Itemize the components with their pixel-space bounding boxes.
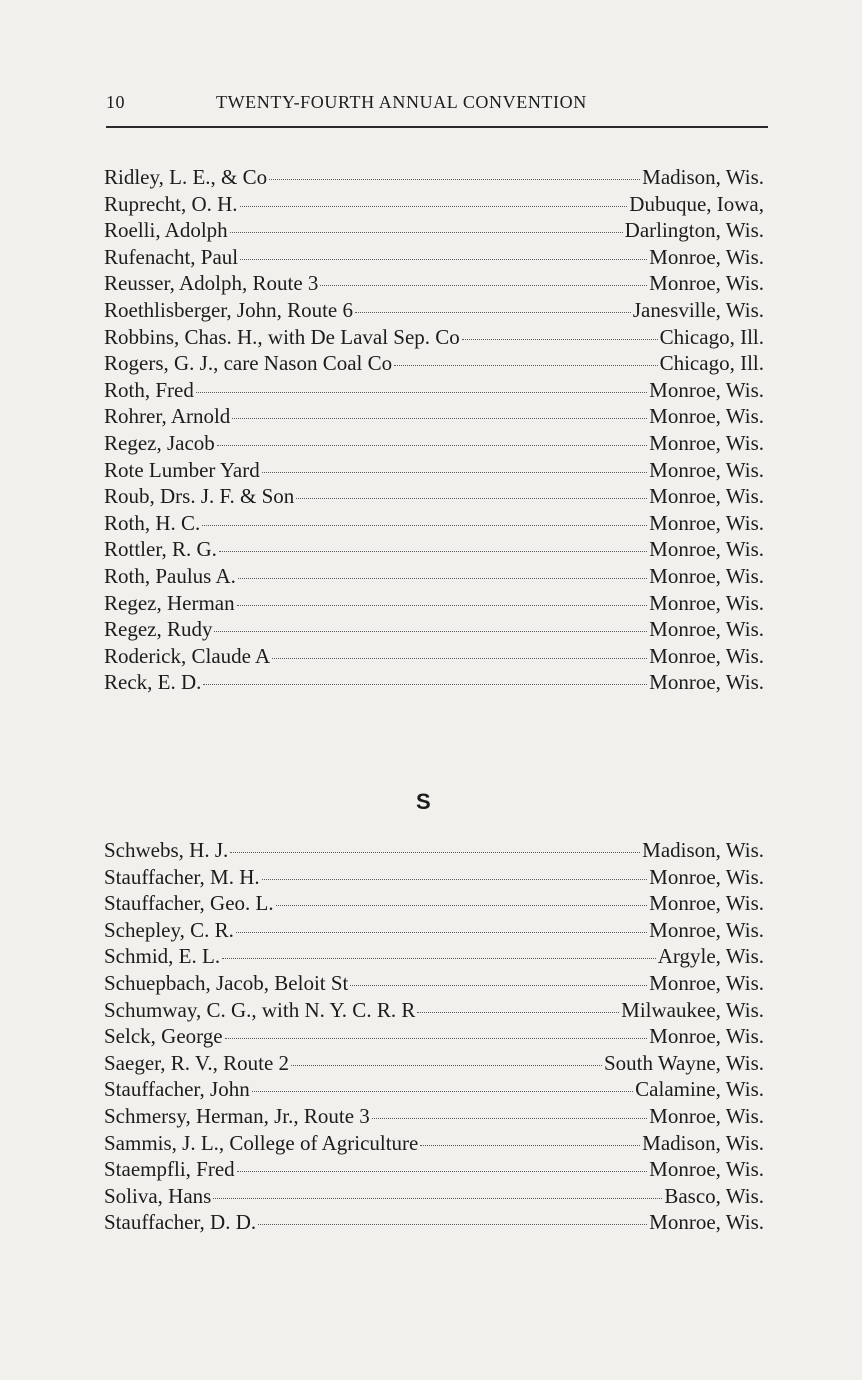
dot-leader [394,364,657,366]
member-name: Rote Lumber Yard [104,457,260,482]
dot-leader [417,1011,619,1013]
member-location: Monroe, Wis. [649,864,764,889]
dot-leader [350,984,647,986]
dot-leader [258,1223,647,1225]
member-name: Schwebs, H. J. [104,838,229,862]
directory-entry [104,971,764,998]
member-name: Rufenacht, Paul [104,244,239,269]
member-location: Monroe, Wis. [649,590,764,615]
directory-entry [104,1131,764,1158]
member-name: Ridley, L. E., & Co [104,165,268,189]
member-name: Reck, E. D. [104,670,202,695]
dot-leader [240,258,647,260]
member-location: Basco, Wis. [664,1183,764,1208]
dot-leader [225,1037,648,1039]
dot-leader [232,417,647,419]
member-location: Milwaukee, Wis. [621,997,764,1022]
member-location: Monroe, Wis. [649,510,764,535]
directory-entry [104,1184,764,1211]
directory-entry [104,245,764,272]
dot-leader [355,311,631,313]
member-location: Monroe, Wis. [649,670,764,695]
member-location: Monroe, Wis. [649,457,764,482]
directory-entry [104,537,764,564]
directory-entry [104,1157,764,1184]
directory-entry [104,1024,764,1051]
directory-entry [104,511,764,538]
member-location: Madison, Wis. [642,165,764,189]
dot-leader [276,904,648,906]
dot-leader [252,1090,633,1092]
dot-leader [230,231,623,233]
dot-leader [320,284,647,286]
member-name: Rottler, R. G. [104,537,217,562]
running-title: TWENTY-FOURTH ANNUAL CONVENTION [216,92,587,112]
member-location: Monroe, Wis. [649,1103,764,1128]
member-name: Schepley, C. R. [104,917,234,942]
dot-leader [219,550,647,552]
member-location: Monroe, Wis. [649,244,764,269]
member-name: Stauffacher, Geo. L. [104,891,274,916]
member-location: Monroe, Wis. [649,430,764,455]
dot-leader [202,524,647,526]
member-location: Monroe, Wis. [649,484,764,509]
member-location: Monroe, Wis. [649,1157,764,1182]
member-name: Regez, Rudy [104,617,213,642]
dot-leader [269,178,640,180]
member-location: Darlington, Wis. [624,218,764,243]
member-name: Stauffacher, M. H. [104,864,260,889]
section-r-list [104,165,764,697]
directory-entry [104,404,764,431]
dot-leader [420,1144,640,1146]
directory-entry [104,298,764,325]
member-name: Schumway, C. G., with N. Y. C. R. R [104,997,416,1022]
member-name: Stauffacher, D. D. [104,1210,257,1235]
member-location: Chicago, Ill. [659,351,764,376]
directory-entry [104,431,764,458]
directory-entry [104,1077,764,1104]
member-name: Regez, Jacob [104,430,215,455]
member-location: Madison, Wis. [642,838,764,862]
directory-entry [104,458,764,485]
member-name: Stauffacher, John [104,1077,250,1102]
member-name: Rohrer, Arnold [104,404,231,429]
member-name: Sammis, J. L., College of Agriculture [104,1130,419,1155]
section-heading-s: S [416,789,431,814]
directory-entry [104,351,764,378]
member-location: Monroe, Wis. [649,917,764,942]
directory-entry [104,918,764,945]
dot-leader [237,1170,648,1172]
member-location: Monroe, Wis. [649,1210,764,1235]
member-location: Monroe, Wis. [649,563,764,588]
directory-entry [104,591,764,618]
member-name: Rogers, G. J., care Nason Coal Co [104,351,393,376]
dot-leader [237,604,648,606]
member-location: Janesville, Wis. [632,297,764,322]
member-location: Monroe, Wis. [649,643,764,668]
dot-leader [372,1117,647,1119]
dot-leader [203,683,647,685]
directory-entry [104,944,764,971]
directory-entry [104,670,764,697]
dot-leader [296,497,647,499]
directory-entry [104,865,764,892]
directory-entry [104,617,764,644]
page-header [106,92,766,118]
member-name: Roderick, Claude A [104,643,271,668]
member-name: Roethlisberger, John, Route 6 [104,297,353,322]
member-location: Chicago, Ill. [659,324,764,349]
section-s-list [104,838,764,1237]
dot-leader [272,657,647,659]
directory-entry [104,218,764,245]
member-location: Monroe, Wis. [649,1024,764,1049]
member-name: Roelli, Adolph [104,218,228,243]
directory-entry [104,165,764,192]
page-number: 10 [106,92,125,112]
directory-entry [104,378,764,405]
member-location: Dubuque, Iowa, [629,191,764,216]
directory-entry [104,1104,764,1131]
dot-leader [196,391,647,393]
member-location: Monroe, Wis. [649,537,764,562]
directory-entry [104,998,764,1025]
dot-leader [230,851,640,853]
dot-leader [238,577,647,579]
member-location: South Wayne, Wis. [603,1050,764,1075]
member-location: Monroe, Wis. [649,404,764,429]
header-rule [106,126,768,128]
member-location: Monroe, Wis. [649,271,764,296]
directory-entry [104,1051,764,1078]
dot-leader [262,471,647,473]
member-location: Madison, Wis. [642,1130,764,1155]
member-name: Robbins, Chas. H., with De Laval Sep. Co [104,324,460,349]
member-name: Staempfli, Fred [104,1157,235,1182]
directory-entry [104,838,764,865]
dot-leader [214,630,647,632]
directory-entry [104,644,764,671]
member-name: Roth, Paulus A. [104,563,236,588]
member-location: Monroe, Wis. [649,891,764,916]
directory-entry [104,325,764,352]
member-location: Monroe, Wis. [649,970,764,995]
directory-entry [104,271,764,298]
member-name: Schuepbach, Jacob, Beloit St [104,970,349,995]
member-name: Selck, George [104,1024,223,1049]
dot-leader [213,1197,662,1199]
directory-entry [104,484,764,511]
dot-leader [262,878,648,880]
member-name: Roth, H. C. [104,510,201,535]
dot-leader [222,957,656,959]
member-location: Calamine, Wis. [635,1077,764,1102]
dot-leader [217,444,647,446]
directory-entry [104,192,764,219]
directory-entry [104,891,764,918]
member-location: Argyle, Wis. [657,944,764,969]
member-location: Monroe, Wis. [649,617,764,642]
member-name: Roub, Drs. J. F. & Son [104,484,295,509]
dot-leader [462,338,658,340]
member-name: Reusser, Adolph, Route 3 [104,271,319,296]
member-name: Saeger, R. V., Route 2 [104,1050,290,1075]
member-name: Schmersy, Herman, Jr., Route 3 [104,1103,370,1128]
member-name: Soliva, Hans [104,1183,212,1208]
member-name: Ruprecht, O. H. [104,191,238,216]
member-name: Roth, Fred [104,377,194,402]
member-name: Regez, Herman [104,590,235,615]
member-name: Schmid, E. L. [104,944,221,969]
dot-leader [236,931,647,933]
member-location: Monroe, Wis. [649,377,764,402]
dot-leader [240,205,628,207]
directory-entry [104,1210,764,1237]
directory-entry [104,564,764,591]
dot-leader [291,1064,602,1066]
